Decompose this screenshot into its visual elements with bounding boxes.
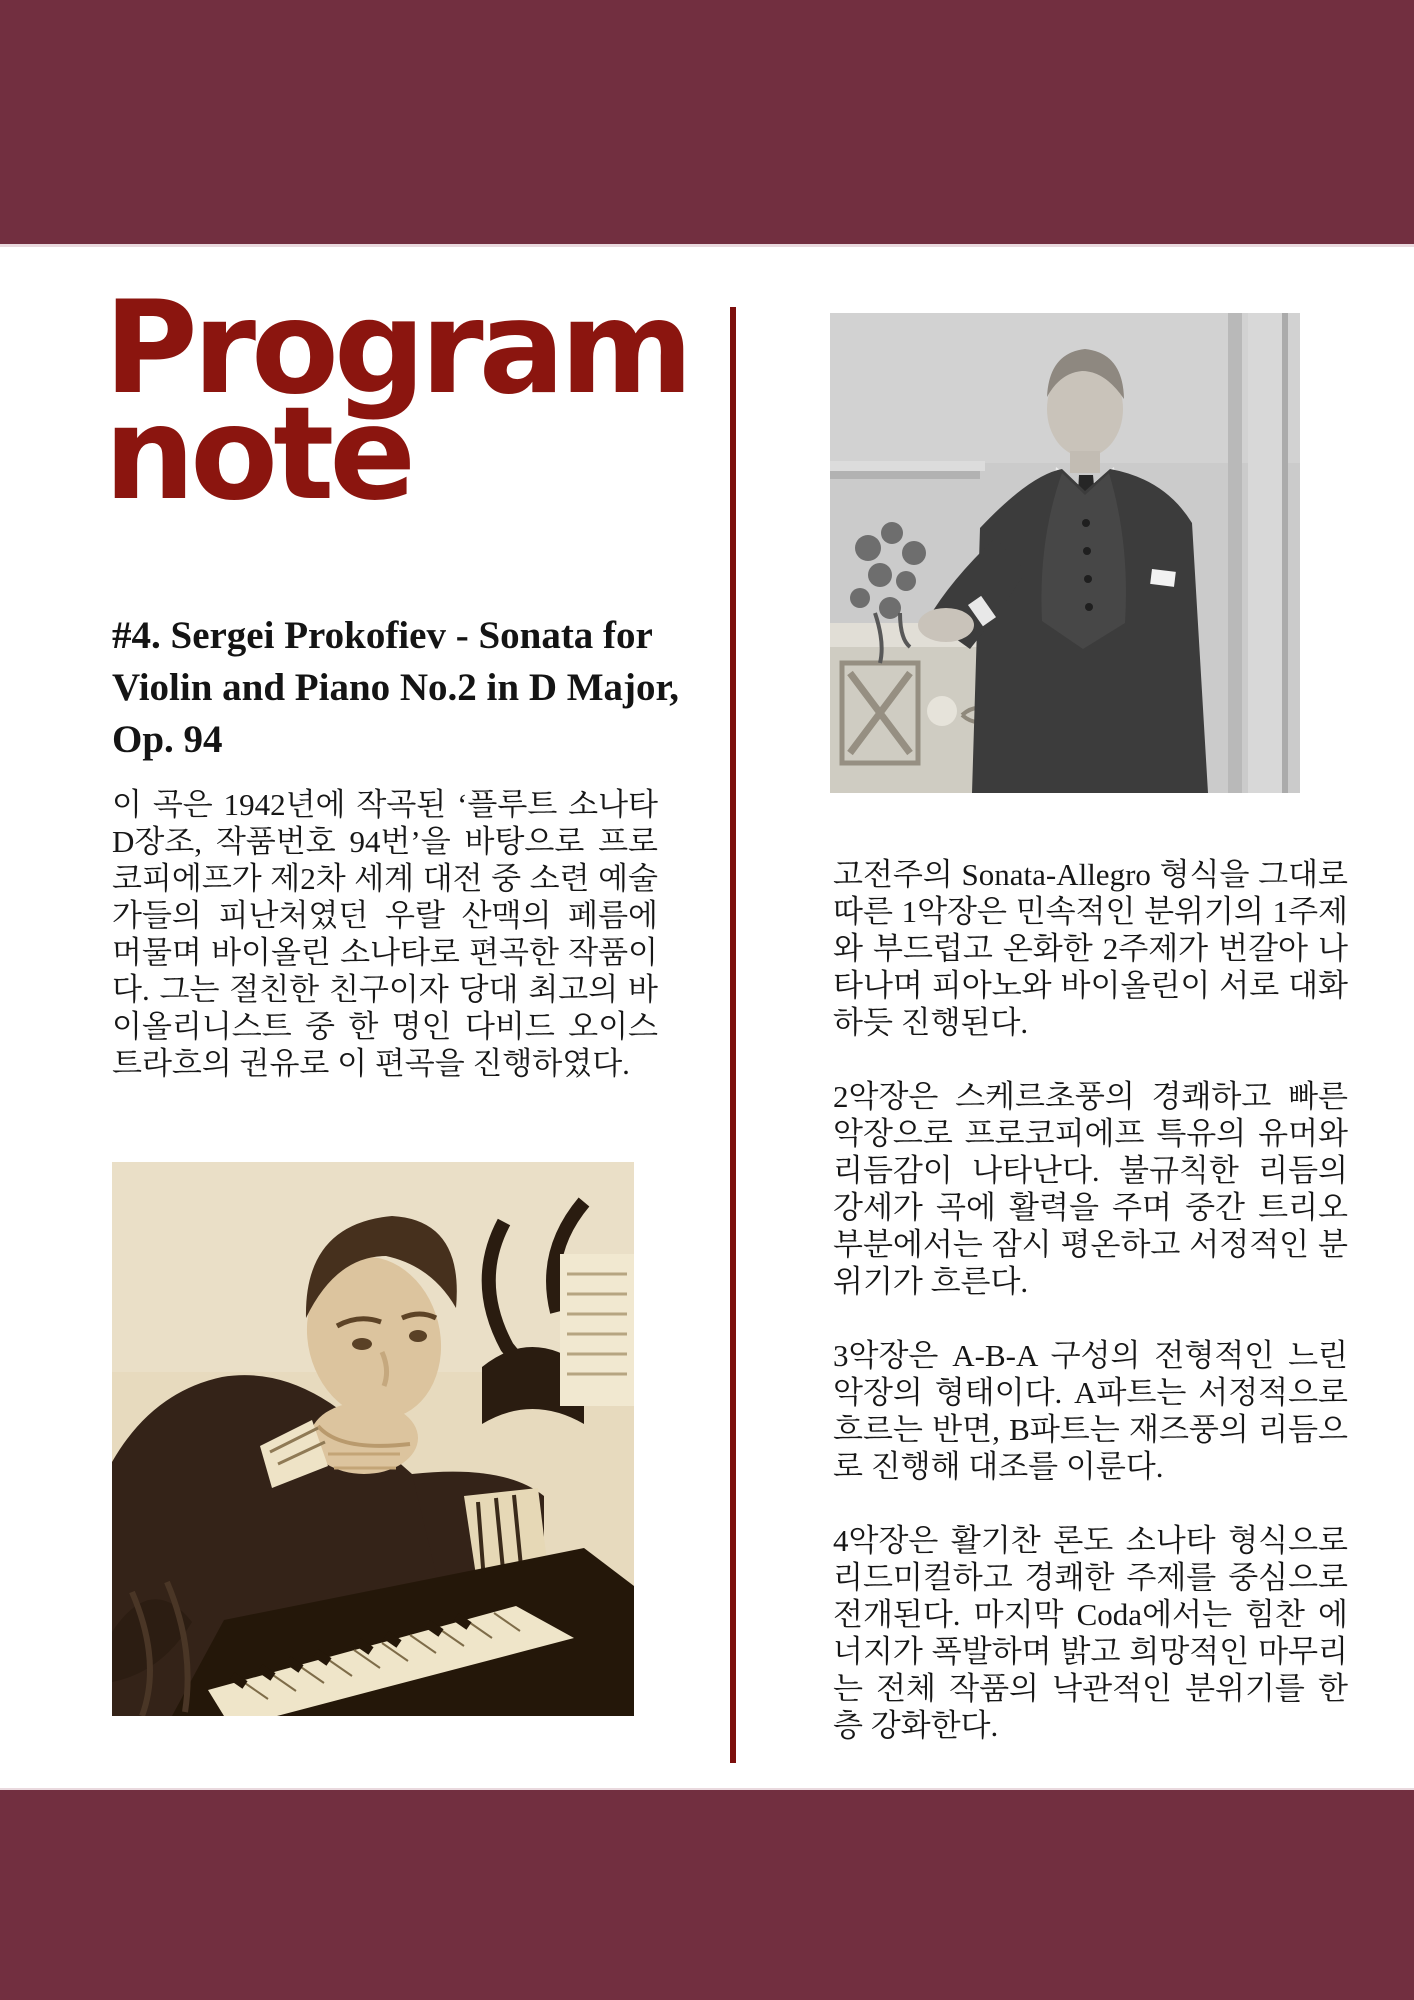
portrait-photo-illustration <box>830 313 1300 793</box>
page-title-line2: note <box>104 380 412 529</box>
movement-paragraph-2: 2악장은 스케르초풍의 경쾌하고 빠른 악장으로 프로코피에프 특유의 유머와 리듬감이 나타난다. 불규칙한 리듬의 강세가 곡에 활력을 주며 중간 트리오 부분에서는 잠시 평온하고 서정적인 분위기가 흐른다. <box>833 1079 1348 1299</box>
page-title <box>104 274 689 529</box>
piano-photo-illustration <box>112 1162 634 1716</box>
movement-notes <box>833 856 1348 1781</box>
prokofiev-portrait-photo <box>830 313 1300 793</box>
intro-paragraph: 이 곡은 1942년에 작곡된 ‘플루트 소나타 D장조, 작품번호 94번’을 바탕으로 프로코피에프가 제2차 세계 대전 중 소련 예술가들의 피난처였던 우랄 산맥의 페름에 머물며 바이올린 소나타로 편곡한 작품이다. 그는 절친한 친구이자 당대 최고의 바이올리니스트 중 한 명인 다비드 오이스트라흐의 권유로 이 편곡을 진행하였다. <box>112 787 658 1081</box>
page-title-line1: Program <box>104 274 689 423</box>
piece-heading: #4. Sergei Prokofiev - Sonata for Violin and Piano No.2 in D Major, Op. 94 <box>112 614 680 761</box>
bottom-band <box>0 1788 1414 2000</box>
prokofiev-piano-photo <box>112 1162 634 1716</box>
top-band <box>0 0 1414 247</box>
movement-paragraph-4: 4악장은 활기찬 론도 소나타 형식으로 리드미컬하고 경쾌한 주제를 중심으로 전개된다. 마지막 Coda에서는 힘찬 에너지가 폭발하며 밝고 희망적인 마무리는 전체 작품의 낙관적인 분위기를 한층 강화한다. <box>833 1523 1348 1743</box>
movement-paragraph-1: 고전주의 Sonata-Allegro 형식을 그대로 따른 1악장은 민속적인 분위기의 1주제와 부드럽고 온화한 2주제가 번갈아 나타나며 피아노와 바이올린이 서로 대화하듯 진행된다. <box>833 857 1348 1040</box>
movement-paragraph-3: 3악장은 A-B-A 구성의 전형적인 느린 악장의 형태이다. A파트는 서정적으로 흐르는 반면, B파트는 재즈풍의 리듬으로 진행해 대조를 이룬다. <box>833 1338 1348 1484</box>
column-divider <box>730 307 736 1763</box>
